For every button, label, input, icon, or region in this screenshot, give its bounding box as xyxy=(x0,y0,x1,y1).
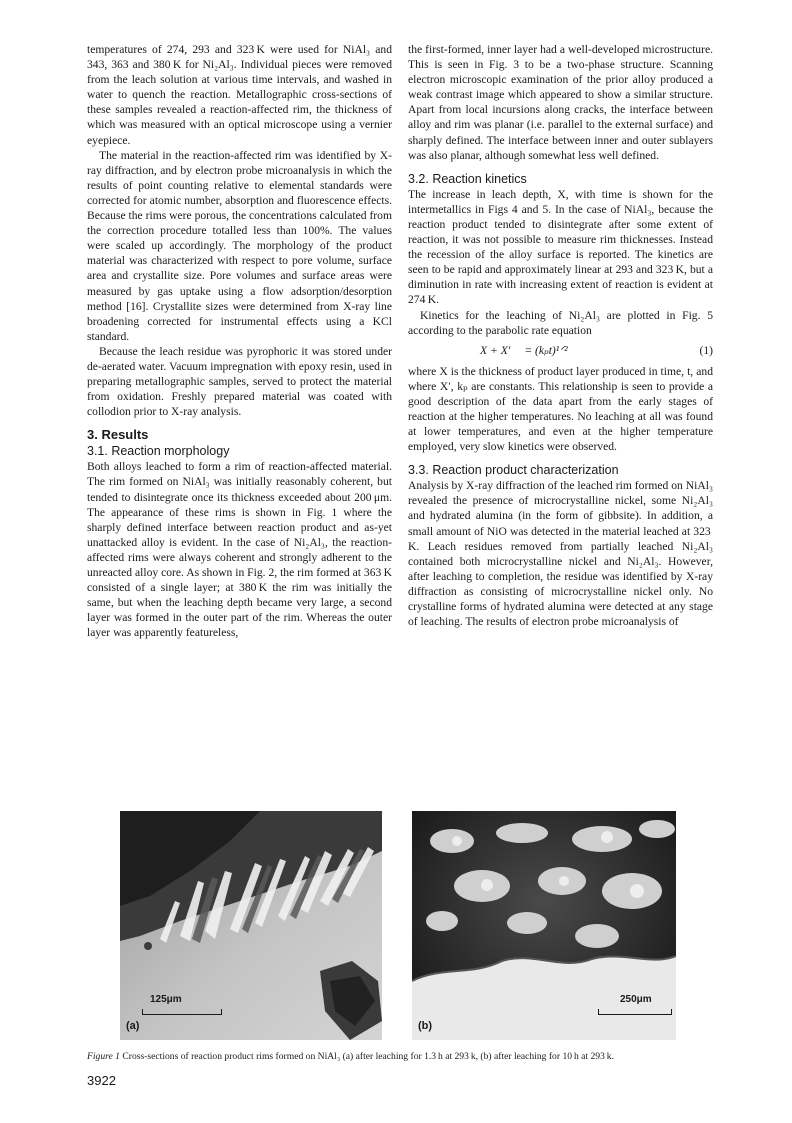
scale-bar-a xyxy=(142,1009,222,1015)
equation-lhs: X + X′ xyxy=(480,343,511,357)
paragraph: Kinetics for the leaching of Ni₂Al₃ are plotted in Fig. 5 according to the parabolic rate equation xyxy=(408,308,713,337)
paragraph: The material in the reaction-affected rim was identified by X-ray diffraction, and by electron probe microanalysis in which the results of point counting relative to elemental standards were corrected for atomic number, absorption and fluorescence effects. Because the rims were porous, the concentrations calculated from the correction procedure totalled less than 100%. The values were scaled up accordingly. The morphology of the product material was characterized with respect to pore volume, surface area and crystallite size. Pore volumes and surface areas were measured by gas uptake using a flow adsorption/desorption method [16]. Crystallite sizes were determined from X-ray line broadening corrected for instrumental effects using a KCl standard. xyxy=(87,148,392,343)
equation-rhs: = (kₚt)¹ᐟ² xyxy=(524,343,568,357)
paragraph: the first-formed, inner layer had a well-developed microstructure. This is seen in Fig. 3 to be a two-phase structure. Scanning electron microscopic examination of the prior alloy produced a weak contrast image which appeared to show a similar structure. Apart from local incursions along cracks, the interface between alloy and rim was planar (i.e. parallel to the external surface) and sharply defined. The interface between inner and outer sublayers was also planar, although somewhat less well defined. xyxy=(408,43,713,162)
equation xyxy=(408,340,713,362)
subsection-heading-kinetics: 3.2. Reaction kinetics xyxy=(408,171,527,186)
scale-label-a: 125μm xyxy=(150,994,182,1005)
micrograph-a-image xyxy=(120,811,382,1040)
section-heading-results: 3. Results xyxy=(87,427,149,443)
scale-label-b: 250μm xyxy=(620,994,652,1005)
paragraph: The increase in leach depth, X, with time is shown for the intermetallics in Figs 4 and 5. In the case of NiAl₃, because the reaction product tended to disintegrate after some extent of reaction, it was not possible to measure rim thicknesses. Instead the recession of the alloy surface is reported. The kinetics are seen to be rapid and approximately linear at 293 and 323 K, but a diminution in rate with increasing extent of reaction is evident at 274 K. xyxy=(408,187,713,307)
subsection-heading-characterization: 3.3. Reaction product characterization xyxy=(408,463,619,478)
panel-label-b: (b) xyxy=(418,1020,433,1032)
figure-1b-micrograph xyxy=(412,811,676,1040)
figure-caption-text: Cross-sections of reaction product rims formed on NiAl₃ (a) after leaching for 1.3 h at 293 k, (b) after leaching for 10 h at 293 k. xyxy=(122,1051,614,1062)
figure-caption-label: Figure 1 xyxy=(87,1051,120,1062)
paragraph: Analysis by X-ray diffraction of the leached rim formed on NiAl₃ revealed the presence of microcrystalline nickel, some Ni₂Al₃ and hydrated alumina (in the form of gibbsite). In addition, a small amount of NiO was detected in the material leached at 323 K. Leach residues removed from partially leached Ni₂Al₃ contained both microcrystalline nickel and Ni₂Al₃. However, after leaching to completion, the residue was identified by X-ray diffraction as consisting of microcrystalline nickel only. No crystalline forms of hydrated alumina were detected at any stage of leaching. The results of electron probe microanalysis of xyxy=(408,479,713,629)
left-column xyxy=(87,42,392,640)
paragraph: temperatures of 274, 293 and 323 K were used for NiAl₃ and 343, 363 and 380 K for Ni₂Al₃. Individual pieces were removed from the leach solution at various time intervals, and washed in water to quench the reaction. Metallographic cross-sections of these samples revealed a reaction-affected rim, the thickness of which was measured with an optical microscope using a vernier eyepiece. xyxy=(87,43,392,147)
paragraph: Because the leach residue was pyrophoric it was stored under de-aerated water. Vacuum impregnation with epoxy resin, used in preparing metallographic samples, served to protect the material from oxidation. Freshly prepared material was coated with collodion prior to X-ray analysis. xyxy=(87,344,392,419)
page-number: 3922 xyxy=(87,1073,116,1088)
equation-number: (1) xyxy=(699,343,713,357)
figure-1a-micrograph xyxy=(120,811,382,1040)
panel-label-a: (a) xyxy=(126,1020,140,1032)
paragraph: where X is the thickness of product layer produced in time, t, and where X′, kₚ are constants. This relationship is seen to provide a good description of the data apart from the early stages of reaction at the higher temperatures. No leaching at all was found at lower temperatures, and even at the higher temperature employed, very slow kinetics were observed. xyxy=(408,364,713,454)
micrograph-b-image xyxy=(412,811,676,1040)
figure-caption xyxy=(87,1050,717,1063)
scale-bar-b xyxy=(598,1009,672,1015)
right-column xyxy=(408,42,713,629)
subsection-heading-morphology: 3.1. Reaction morphology xyxy=(87,444,230,459)
paragraph: Both alloys leached to form a rim of reaction-affected material. The rim formed on NiAl₃ was initially reasonably coherent, but tended to disintegrate once its thickness exceeded about 200 μm. The appearance of these rims is shown in Fig. 1 where the sharply defined interface between reaction product and as-yet unattacked alloy is evident. In the case of Ni₂Al₃, the reaction-affected rims were always coherent and strongly adherent to the unreacted alloy core. As shown in Fig. 2, the rim formed at 363 K consisted of a single layer; at 380 K the rim was initially the same, but when the leaching depth became very large, a second layer was formed in the outer part of the rim. Whereas the outer layer was apparently featureless, xyxy=(87,460,392,640)
